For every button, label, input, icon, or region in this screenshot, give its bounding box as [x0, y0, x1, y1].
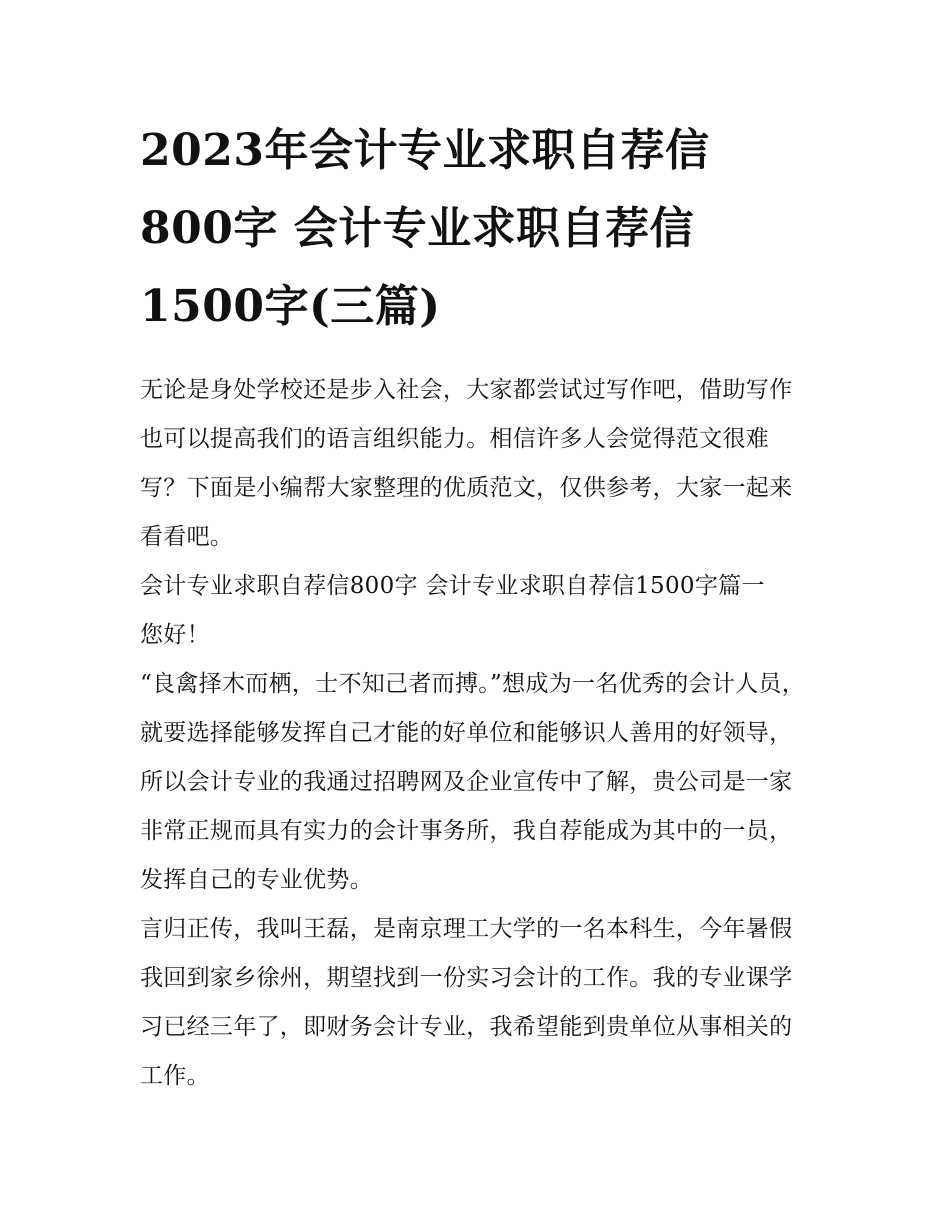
- title-line-2: 800字 会计专业求职自荐信: [140, 203, 695, 254]
- document-body: [140, 366, 815, 1101]
- document-page: [140, 112, 815, 1101]
- greeting: 您好！: [140, 622, 210, 648]
- body-paragraph-2: 言归正传，我叫王磊，是南京理工大学的一名本科生，今年暑假我回到家乡徐州，期望找到一份实习会计的工作。我的专业课学习已经三年了，即财务会计专业，我希望能到贵单位从事相关的工作。: [140, 916, 793, 1089]
- body-paragraph-1: “良禽择木而栖，士不知己者而搏。”想成为一名优秀的会计人员，就要选择能够发挥自己才能的好单位和能够识人善用的好领导，所以会计专业的我通过招聘网及企业宣传中了解，贵公司是一家非常正规而具有实力的会计事务所，我自荐能成为其中的一员，发挥自己的专业优势。: [140, 671, 806, 893]
- title-line-1: 2023年会计专业求职自荐信: [140, 125, 710, 176]
- document-title: [140, 112, 815, 346]
- title-line-3: 1500字(三篇): [140, 281, 441, 332]
- intro-paragraph: 无论是身处学校还是步入社会，大家都尝试过写作吧，借助写作也可以提高我们的语言组织能力。相信许多人会觉得范文很难写？下面是小编帮大家整理的优质范文，仅供参考，大家一起来看看吧。: [140, 377, 793, 550]
- section-heading: 会计专业求职自荐信800字 会计专业求职自荐信1500字篇一: [140, 573, 765, 599]
